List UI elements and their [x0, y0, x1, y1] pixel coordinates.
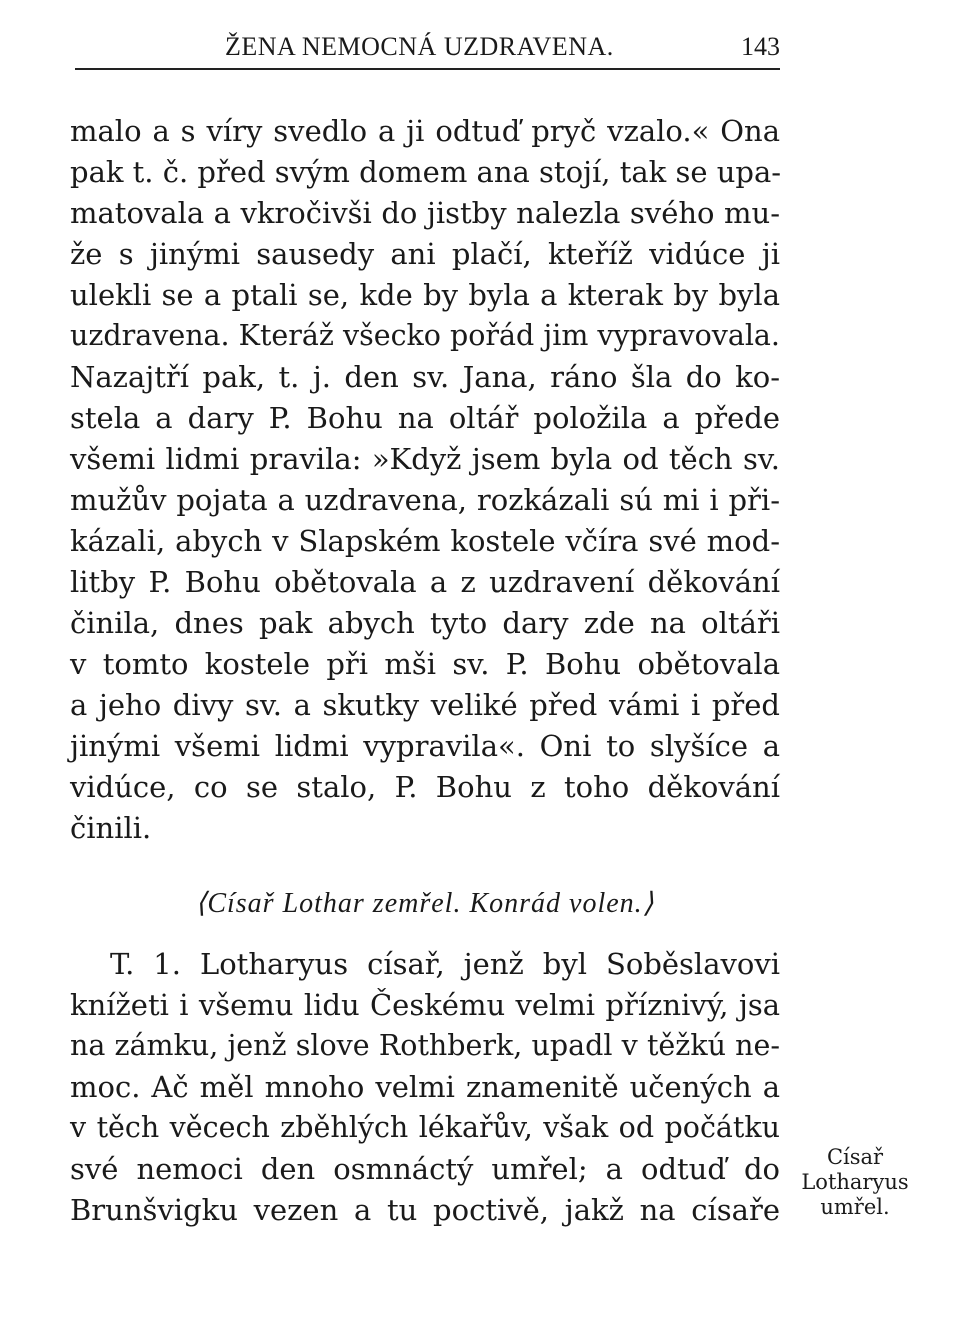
text-line: na zámku, jenž slove Rothberk, upadl v těžkú ne- — [70, 1029, 780, 1062]
text-line: litby P. Bohu obětovala a z uzdravení děkování — [70, 565, 780, 599]
text-line: jinými všemi lidmi vypravila«. Oni to slyšíce a — [70, 729, 780, 763]
running-title: ŽENA NEMOCNÁ UZDRAVENA. — [225, 32, 614, 61]
running-head — [75, 28, 780, 70]
text-line: v těch věcech zběhlých lékařův, však od počátku — [70, 1111, 780, 1144]
section-heading: ⟨Císař Lothar zemřel. Konrád volen.⟩ — [195, 888, 655, 919]
text-line: matovala a vkročivši do jistby nalezla svého mu- — [70, 196, 780, 230]
text-line: své nemoci den osmnáctý umřel; a odtuď do — [70, 1152, 780, 1186]
text-line: Brunšvigku vezen a tu poctivě, jakž na císaře — [70, 1193, 780, 1227]
margin-note-line: Císař — [826, 1145, 884, 1169]
text-line: činila, dnes pak abych tyto dary zde na oltáři — [70, 606, 780, 640]
text-line: činili. — [70, 811, 152, 845]
margin-note — [785, 1145, 925, 1220]
text-line: v tomto kostele při mši sv. P. Bohu obětovala — [70, 647, 780, 681]
text-line: moc. Ač měl mnoho velmi znamenitě učených a — [70, 1070, 780, 1104]
page-number: 143 — [741, 32, 780, 61]
text-line: všemi lidmi pravila: »Když jsem byla od těch sv. — [70, 442, 780, 476]
margin-note-line: Lotharyus — [801, 1170, 909, 1194]
text-line: mužův pojata a uzdravena, rozkázali sú mi i při- — [70, 483, 780, 517]
text-line: T. 1. Lotharyus císař, jenž byl Soběslavovi — [110, 947, 780, 981]
text-line: uzdravena. Kteráž všecko pořád jim vypravovala. — [70, 319, 780, 352]
text-line: a jeho divy sv. a skutky veliké před vámi i před — [70, 688, 780, 722]
text-line: ulekli se a ptali se, kde by byla a kterak by byla — [70, 278, 780, 312]
text-line: stela a dary P. Bohu na oltář položila a přede — [70, 401, 780, 435]
text-line: vidúce, co se stalo, P. Bohu z toho děkování — [70, 770, 780, 804]
text-line: malo a s víry svedlo a ji odtuď pryč vzalo.« Ona — [70, 114, 780, 148]
text-line: kázali, abych v Slapském kostele včíra své mod- — [70, 524, 780, 558]
text-line: Nazajtří pak, t. j. den sv. Jana, ráno šla do ko- — [70, 360, 780, 394]
text-line: knížeti i všemu lidu Českému velmi příznivý, jsa — [70, 988, 780, 1022]
text-line: že s jinými sausedy ani plačí, kteříž vidúce ji — [70, 237, 780, 271]
margin-note-line: umřel. — [820, 1195, 890, 1219]
text-line: pak t. č. před svým domem ana stojí, tak se upa- — [70, 155, 782, 189]
